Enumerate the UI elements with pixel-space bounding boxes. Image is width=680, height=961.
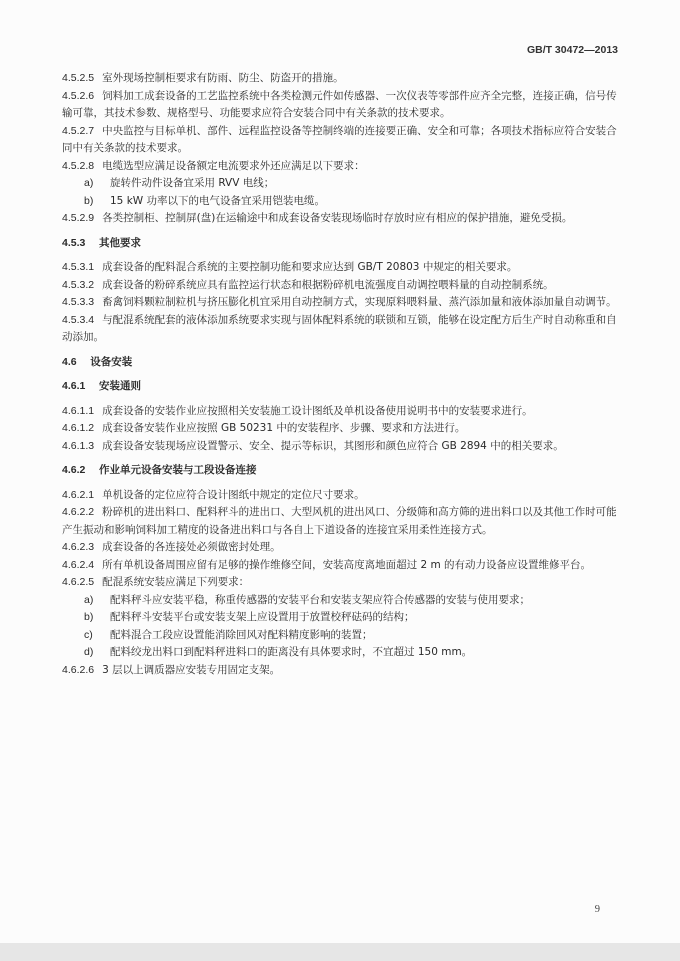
clause-text: 与配混系统配套的液体添加系统要求实现与固体配料系统的联锁和互锁，能够在设定配方后生产时自动称重和自动添加。 — [62, 313, 617, 343]
list-marker: b) — [84, 194, 94, 207]
clause-paragraph — [62, 504, 618, 539]
clause-text: 成套设备的各连接处必须做密封处理。 — [102, 541, 281, 553]
list-marker: d) — [84, 646, 94, 658]
clause-number: 4.6.2.3 — [62, 541, 95, 553]
clause-text: 饲料加工成套设备的工艺监控系统中各类检测元件如传感器、一次仪表等零部件应齐全完整，连接正确，信号传输可靠，其技术参数、规格型号、功能要求应符合安装合同中有关条款的技术要求。 — [62, 89, 617, 119]
clause-list-4-5-2 — [62, 70, 618, 228]
section-number: 4.5.3 — [62, 236, 86, 249]
clause-number: 4.6.1.1 — [62, 404, 95, 417]
clause-list-4-6-1 — [62, 403, 618, 456]
clause-text: 旋转件动件设备宜采用 RVV 电线； — [110, 177, 275, 189]
clause-text: 中央监控与目标单机、部件、远程监控设备等控制终端的连接要正确、安全和可靠；各项技术指标应符合安装合同中有关条款的技术要求。 — [62, 124, 617, 154]
clause-number: 4.5.2.8 — [62, 159, 95, 172]
list-marker: a) — [84, 593, 94, 606]
section-heading-4-6-1 — [62, 378, 618, 396]
clause-number: 4.5.3.1 — [62, 261, 95, 273]
clause-text: 室外现场控制柜要求有防雨、防尘、防盗开的措施。 — [102, 72, 344, 84]
clause-text: 成套设备安装作业应按照 GB 50231 中的安装程序、步骤、要求和方法进行。 — [102, 422, 466, 434]
list-item — [62, 627, 618, 645]
clause-text: 配料混合工段应设置能消除回风对配料精度影响的装置； — [110, 628, 373, 641]
clause-text: 配料绞龙出料口到配料秤进料口的距离没有具体要求时，不宜超过 150 mm。 — [110, 646, 473, 658]
clause-paragraph — [62, 574, 618, 592]
clause-paragraph — [62, 539, 618, 557]
clause-number: 4.5.3.2 — [62, 278, 95, 291]
clause-paragraph — [62, 70, 618, 88]
section-title: 其他要求 — [99, 236, 142, 249]
clause-number: 4.6.1.2 — [62, 422, 95, 434]
clause-number: 4.6.2.2 — [62, 506, 95, 518]
clause-number: 4.6.1.3 — [62, 439, 95, 452]
clause-paragraph — [62, 312, 618, 347]
clause-number: 4.6.2.6 — [62, 663, 95, 676]
section-number: 4.6 — [62, 355, 77, 368]
list-marker: b) — [84, 611, 94, 623]
clause-number: 4.5.2.7 — [62, 124, 95, 137]
clause-paragraph — [62, 277, 618, 295]
page-bottom-edge — [0, 943, 680, 961]
list-marker: c) — [84, 628, 93, 641]
clause-text: 配混系统安装应满足下列要求： — [102, 576, 250, 588]
clause-text: 配料秤斗应安装平稳，称重传感器的安装平台和安装支架应符合传感器的安装与使用要求； — [110, 593, 530, 606]
page-number: 9 — [594, 904, 600, 915]
section-title: 作业单元设备安装与工段设备连接 — [99, 464, 257, 476]
clause-paragraph — [62, 420, 618, 438]
clause-text: 成套设备的粉碎系统应具有监控运行状态和根据粉碎机电流强度自动调控喂料量的自动控制系统。 — [102, 278, 554, 291]
section-heading-4-6-2 — [62, 462, 618, 480]
clause-text: 畜禽饲料颗粒制粒机与挤压膨化机宜采用自动控制方式，实现原料喂料量、蒸汽添加量和液体添加量自动调节。 — [102, 296, 617, 308]
section-title: 设备安装 — [90, 355, 133, 368]
clause-paragraph — [62, 487, 618, 505]
clause-text: 3 层以上调质器应安装专用固定支架。 — [102, 663, 281, 676]
clause-text: 成套设备的安装作业应按照相关安装施工设计图纸及单机设备使用说明书中的安装要求进行。 — [102, 404, 533, 417]
clause-list-4-6-2 — [62, 487, 618, 680]
clause-number: 4.5.2.5 — [62, 72, 95, 84]
clause-text: 成套设备安装现场应设置警示、安全、提示等标识，其图形和颜色应符合 GB 2894 中的相关要求。 — [102, 439, 564, 452]
clause-list-4-5-3 — [62, 259, 618, 347]
clause-number: 4.5.2.9 — [62, 212, 95, 224]
clause-number: 4.6.2.1 — [62, 488, 95, 501]
clause-paragraph — [62, 210, 618, 228]
list-item — [62, 592, 618, 610]
clause-paragraph — [62, 662, 618, 680]
clause-number: 4.6.2.4 — [62, 558, 95, 571]
standard-code: GB/T 30472—2013 — [526, 44, 618, 56]
section-number: 4.6.1 — [62, 380, 86, 392]
clause-number: 4.5.3.3 — [62, 296, 95, 308]
list-marker: a) — [84, 177, 94, 189]
clause-text: 单机设备的定位应符合设计图纸中规定的定位尺寸要求。 — [102, 488, 365, 501]
clause-text: 所有单机设备周围应留有足够的操作维修空间，安装高度离地面超过 2 m 的有动力设备应设置维修平台。 — [102, 558, 592, 571]
list-item — [62, 644, 618, 662]
list-item — [62, 609, 618, 627]
clause-paragraph — [62, 557, 618, 575]
clause-text: 成套设备的配料混合系统的主要控制功能和要求应达到 GB/T 20803 中规定的相关要求。 — [102, 261, 518, 273]
clause-paragraph — [62, 123, 618, 158]
clause-text: 各类控制柜、控制屏(盘)在运输途中和成套设备安装现场临时存放时应有相应的保护措施，避免受损。 — [102, 212, 573, 224]
clause-number: 4.5.3.4 — [62, 313, 95, 326]
clause-paragraph — [62, 438, 618, 456]
clause-paragraph — [62, 294, 618, 312]
clause-text: 配料秤斗安装平台或安装支架上应设置用于放置校秤砝码的结构； — [110, 611, 415, 623]
clause-text: 电缆选型应满足设备额定电流要求外还应满足以下要求： — [102, 159, 365, 172]
section-heading-4-5-3 — [62, 235, 618, 253]
clause-paragraph — [62, 88, 618, 123]
section-heading-4-6 — [62, 354, 618, 372]
section-number: 4.6.2 — [62, 464, 86, 476]
clause-text: 15 kW 功率以下的电气设备宜采用铠装电缆。 — [110, 194, 325, 207]
clause-text: 粉碎机的进出料口、配料秤斗的进出口、大型风机的进出风口、分级筛和高方筛的进出料口以及其他工作时可能产生振动和影响饲料加工精度的设备进出料口与各自上下道设备的连接宜采用柔性连接方式。 — [62, 506, 617, 536]
document-body — [62, 70, 618, 679]
clause-paragraph — [62, 259, 618, 277]
list-item — [62, 175, 618, 193]
clause-paragraph — [62, 158, 618, 176]
clause-number: 4.5.2.6 — [62, 89, 95, 102]
clause-paragraph — [62, 403, 618, 421]
section-title: 安装通则 — [99, 380, 142, 392]
list-item — [62, 193, 618, 211]
clause-number: 4.6.2.5 — [62, 576, 95, 588]
